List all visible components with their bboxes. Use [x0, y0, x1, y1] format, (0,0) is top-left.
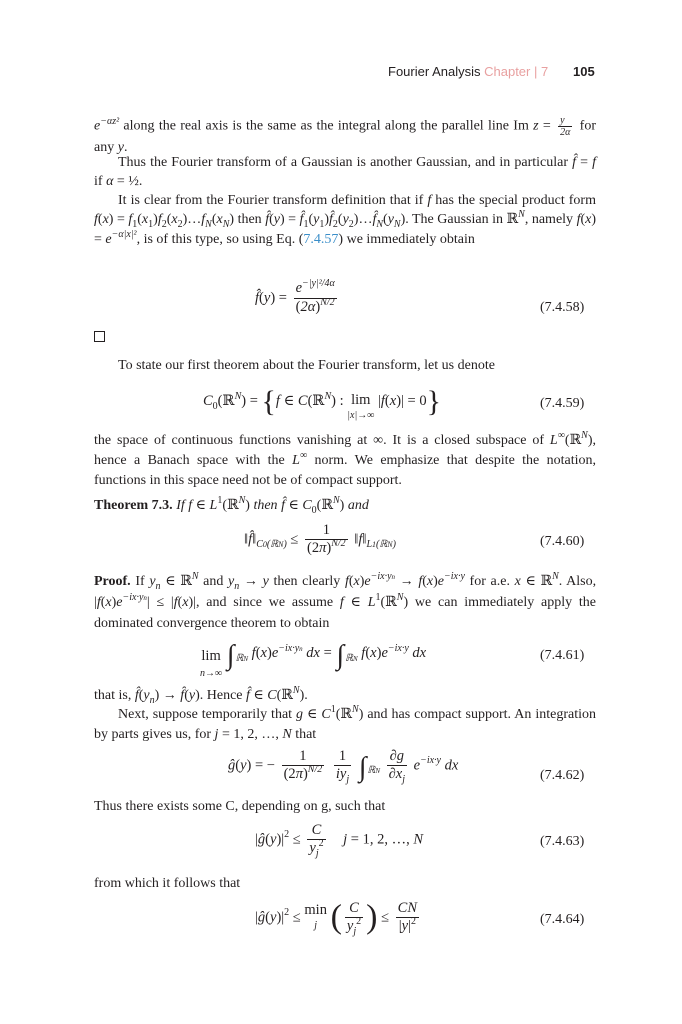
- header-separator: |: [533, 64, 538, 79]
- equation-7-4-62: ĝ(y) = − $\frac{1}{(2\pi)^{N/2}}$ $\frac{1}{iy_j}$ $\int_{ℝN}$ $\frac{\partial g}{\partial x_j}$ $e^{-ix\cdot y}$ dx: [228, 748, 459, 785]
- equation-7-4-63: $|ĝ(y)|^2$ ≤ $\frac{C}{y_j^2}$ j = 1, 2, …, N: [255, 822, 423, 859]
- proof-paragraph: Proof. If $y_n$ ∈ ℝ$^N$ and $y_n \to y$ then clearly $f(x)e^{-ix\cdot yn} \to f(x)e^{-ix\cdot y}$ for a.e. x ∈ ℝ$^N$. Also, $|f(x)e^{-ix\cdot yn}| \le |f(x)|$, and since we assume f ∈ $L^1(ℝ^N)$ we can immediately apply the dominated convergence theorem to obtain: [94, 571, 597, 631]
- running-header: [388, 64, 548, 79]
- equation-number: (7.4.58): [540, 300, 585, 315]
- equation-number: (7.4.61): [540, 648, 585, 663]
- header-section-title: Fourier Analysis: [388, 64, 481, 79]
- paragraph-continuity: that is, $f̂(y_n)$ → f̂(y). Hence f̂ ∈ C(ℝ$^N$).: [94, 685, 308, 706]
- paragraph-conclusion: from which it follows that: [94, 876, 241, 891]
- paragraph-first-theorem-intro: To state our first theorem about the Fourier transform, let us denote: [118, 358, 495, 373]
- paragraph-gaussian-contour: $e^{-\alpha z^2}$ along the real axis is the same as the integral along the parallel line Im z = $\frac{y}{2\alpha}$ for any y.: [94, 115, 596, 155]
- theorem-label: Theorem 7.3.: [94, 498, 173, 513]
- equation-number: (7.4.62): [540, 768, 585, 783]
- equation-number: (7.4.59): [540, 396, 585, 411]
- equation-7-4-59: $C_0(ℝ^N) = \{f$ ∈ C(ℝ$^N$) : lim |x|→∞ |f(x)| = 0}: [203, 385, 442, 421]
- proof-label: Proof.: [94, 574, 131, 589]
- equation-7-4-61: lim n→∞ $\int_{ℝN}$ $f(x)e^{-ix\cdot yn}$ dx = $\int_{ℝN}$ $f(x)e^{-ix\cdot y}$ dx: [200, 640, 427, 679]
- header-chapter-number: 7: [541, 64, 549, 79]
- paragraph-gaussian-transform: Thus the Fourier transform of a Gaussian is another Gaussian, and in particular f̂ = f if α = ½.: [94, 155, 596, 189]
- page-number: 105: [573, 64, 595, 79]
- equation-7-4-64: $|ĝ(y)|^2 \le \min$ j ( $\frac{C}{y_j^2}$ ) ≤ $\frac{CN}{|y|^2}$: [255, 898, 418, 937]
- equation-7-4-60: $‖f̂‖_{C0(ℝN)}$ ≤ $\frac{1}{(2\pi)^{N/2}}$ $‖f‖_{L1(ℝN)}$: [244, 522, 396, 556]
- equation-number: (7.4.60): [540, 534, 585, 549]
- qed-box: [94, 331, 105, 342]
- equation-link-7-4-57[interactable]: 7.4.57: [303, 232, 339, 247]
- equation-number: (7.4.63): [540, 834, 585, 849]
- equation-7-4-58: f̂(y) = $\frac{e^{-|y|^2/4\alpha}}{(2\alpha)^{N/2}}$: [255, 278, 335, 315]
- paragraph-product-form: It is clear from the Fourier transform definition that if f has the special product form $f(x) = f_1(x_1)f_2(x_2)\dots f_N(x_N)$ then f̂(y) = $f̂_1(y_1)f̂_2(y_2)\dots f̂_N(y_N)$. The Gaussian in ℝ$^N$, namely $f(x) = e^{-\alpha|x|^2}$, is of this type, so using Eq. (7.4.57) we immediately obtain: [94, 193, 597, 247]
- header-chapter-label: Chapter: [484, 64, 531, 79]
- equation-number: (7.4.64): [540, 912, 585, 927]
- theorem-7-3: Theorem 7.3. If f ∈ $L^1(ℝ^N)$ then f̂ ∈ $C_0(ℝ^N)$ and: [94, 495, 369, 516]
- paragraph-integration-by-parts: Next, suppose temporarily that g ∈ $C^1(ℝ^N)$ and has compact support. An integration by parts gives us, for j = 1, 2, …, N that: [94, 704, 596, 742]
- paragraph-c0-space: the space of continuous functions vanishing at ∞. It is a closed subspace of L∞(ℝ$^N$), hence a Banach space with the L∞ norm. We emphasize that despite the notation, functions in this space need not be of compact support.: [94, 430, 597, 488]
- paragraph-constant-c: Thus there exists some C, depending on g, such that: [94, 799, 386, 814]
